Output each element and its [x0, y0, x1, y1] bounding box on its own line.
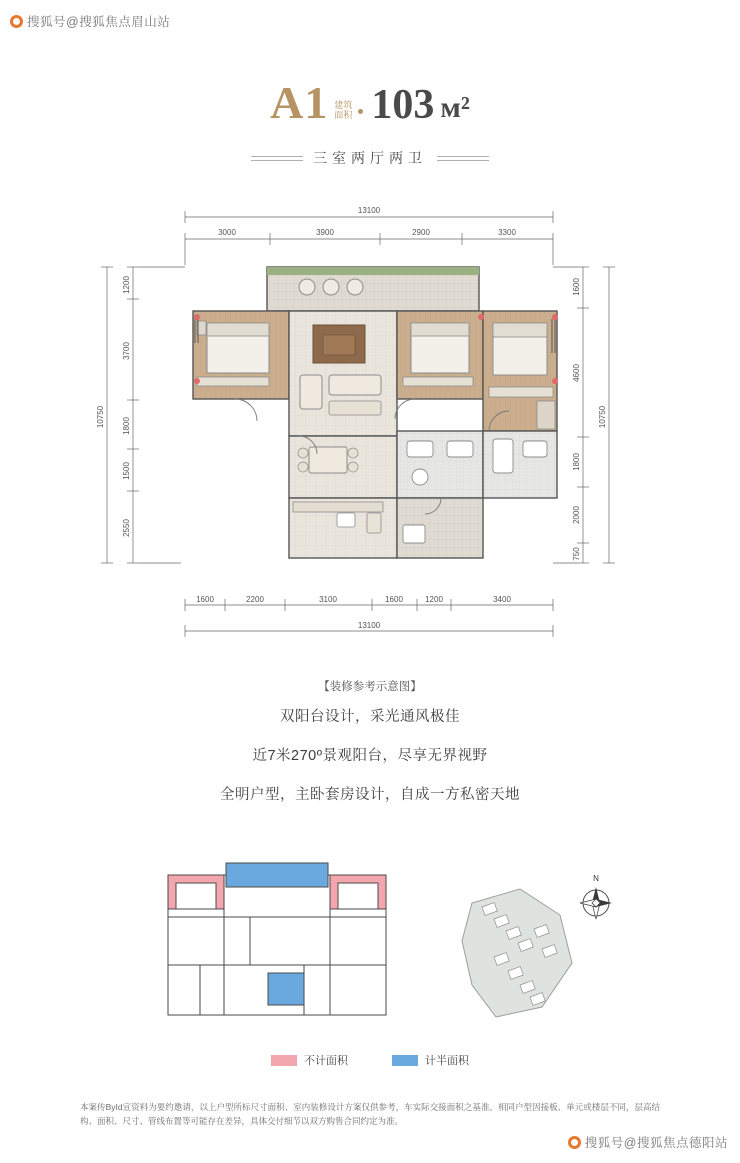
watermark-top-label: 搜狐号@搜狐焦点眉山站	[27, 15, 171, 29]
floor-plan-svg	[85, 195, 655, 675]
area-badge-line1: 建筑	[334, 100, 353, 111]
dim-bottom-seg-4: 1200	[425, 595, 443, 604]
legend-swatch-not-counted	[271, 1055, 297, 1066]
dim-right-seg-4: 750	[572, 547, 581, 561]
feature-item-2: 全明户型，主卧套房设计，自成一方私密天地	[220, 787, 520, 803]
dim-left-seg-0: 1200	[122, 276, 131, 294]
title-dot-icon	[358, 109, 363, 114]
mini-plan-block	[90, 845, 650, 1045]
dim-bottom-seg-5: 3400	[493, 595, 511, 604]
dim-top-seg-1: 3900	[316, 228, 334, 237]
area-badge	[334, 101, 352, 126]
dim-right-seg-2: 1800	[572, 453, 581, 471]
dim-bottom-seg-0: 1600	[196, 595, 214, 604]
dim-top-seg-0: 3000	[218, 228, 236, 237]
dim-bottom-seg-2: 3100	[319, 595, 337, 604]
feature-list	[0, 705, 740, 822]
floor-plan	[85, 195, 655, 675]
dim-left-total: 10750	[96, 405, 105, 429]
mini-floor-plan	[168, 863, 386, 1015]
dim-bottom-seg-3: 1600	[385, 595, 403, 604]
mini-plan-svg	[90, 845, 650, 1045]
title-row	[0, 77, 740, 128]
room-config-label: 三室两厅两卫	[313, 150, 427, 166]
dim-left-seg-2: 1800	[122, 417, 131, 435]
area-unit: м²	[440, 91, 470, 124]
watermark-bottom	[568, 1133, 728, 1151]
area-value: 103	[371, 82, 435, 128]
feature-item-0: 双阳台设计，采光通风极佳	[280, 709, 460, 725]
plan-body	[193, 267, 558, 558]
sohu-logo-icon-bottom	[568, 1136, 581, 1149]
dim-top-seg-3: 3300	[498, 228, 516, 237]
legend-item-1	[392, 1052, 469, 1068]
dim-right-seg-3: 2000	[572, 506, 581, 524]
watermark-top	[10, 12, 170, 30]
watermark-bottom-label: 搜狐号@搜狐焦点德阳站	[584, 1136, 728, 1150]
dim-left-seg-1: 3700	[122, 342, 131, 360]
subtitle-rule-left	[251, 153, 303, 164]
decoration-note: 【装修参考示意图】	[318, 681, 422, 693]
compass-icon	[580, 874, 612, 919]
balcony-planter	[267, 267, 479, 275]
dim-left-seg-4: 2550	[122, 519, 131, 537]
compass-north-label: N	[593, 874, 599, 883]
feature-item-1: 近7米270º景观阳台，尽享无界视野	[252, 748, 488, 764]
dim-top-total: 13100	[357, 206, 381, 215]
legend-swatch-half-counted	[392, 1055, 418, 1066]
subtitle-row	[0, 148, 740, 168]
dim-right-seg-0: 1600	[572, 278, 581, 296]
subtitle-rule-right	[437, 153, 489, 164]
site-map	[462, 889, 572, 1017]
legend-item-0	[271, 1052, 348, 1068]
unit-code: A1	[270, 77, 329, 128]
disclaimer-text: 本案传ById宣资料为要约邀请，以上户型所标尺寸面积、室内装修设计方案仅供参考，车实际交接面积之基准。相同户型因接板、单元或楼层不同，层高结构、面积、尺寸、管线布置等可能存在差异，具体交付细节以双方购售合同约定为准。	[80, 1102, 660, 1127]
dim-bottom-seg-1: 2200	[246, 595, 264, 604]
dim-right-seg-1: 4600	[572, 364, 581, 382]
legend-label-0: 不计面积	[304, 1055, 348, 1067]
title-block	[0, 77, 740, 168]
dim-left-seg-3: 1500	[122, 462, 131, 480]
dim-right-total: 10750	[598, 405, 607, 429]
dim-top-seg-2: 2900	[412, 228, 430, 237]
sohu-logo-icon	[10, 15, 23, 28]
area-badge-line2: 面积	[334, 110, 353, 121]
dim-bottom-total: 13100	[357, 621, 381, 630]
legend-label-1: 计半面积	[425, 1055, 469, 1067]
legend	[0, 1052, 740, 1068]
